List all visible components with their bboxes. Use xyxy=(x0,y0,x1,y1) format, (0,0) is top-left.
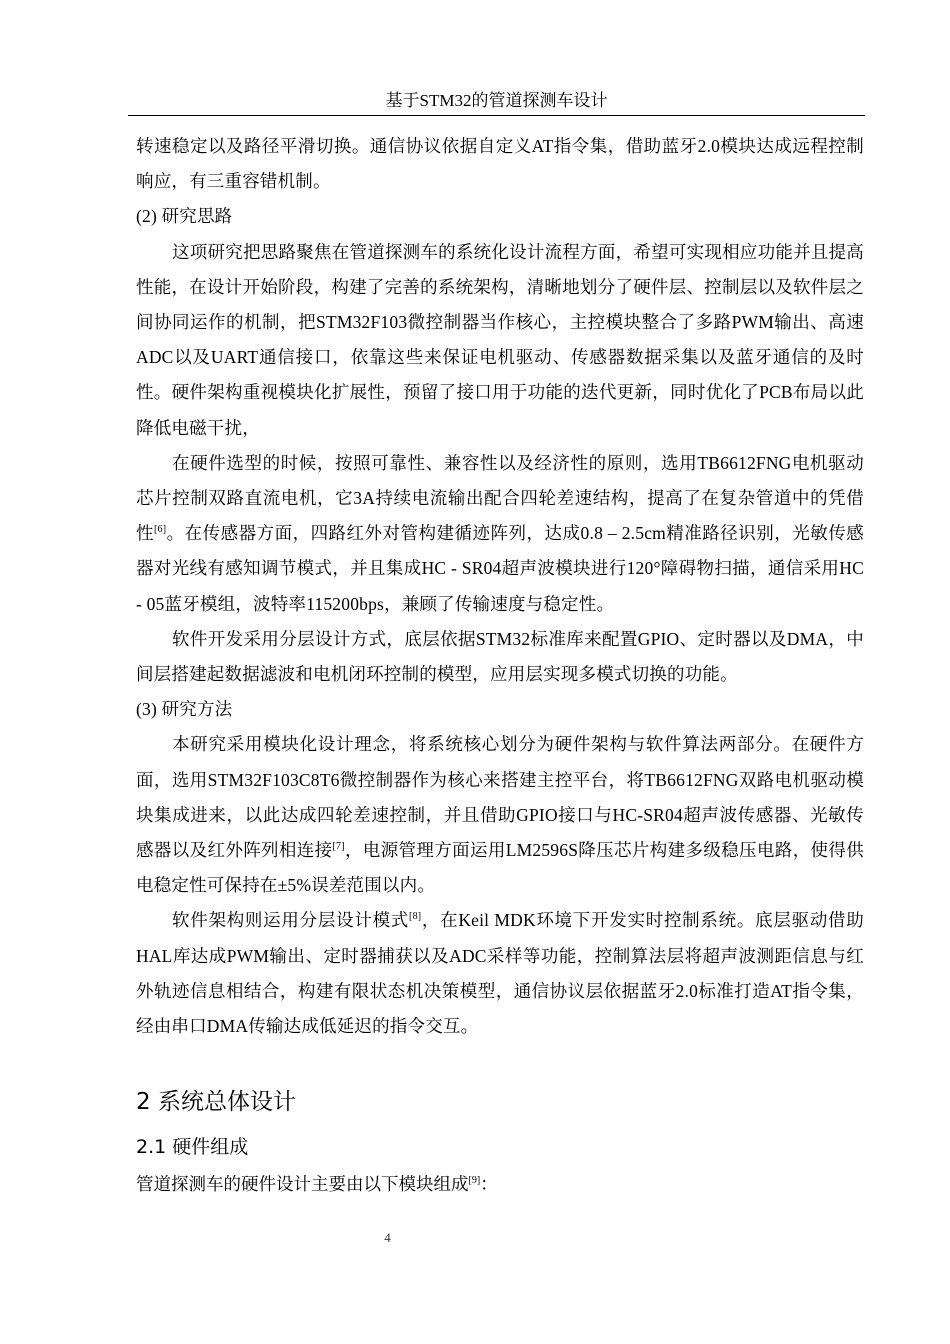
subsection-heading: 2.1 硬件组成 xyxy=(136,1136,249,1158)
text: ： xyxy=(480,1174,498,1194)
paragraph-continuation: 转速稳定以及路径平滑切换。通信协议依据自定义AT指令集，借助蓝牙2.0模块达成远程控制响应，有三重容错机制。 xyxy=(136,136,864,192)
citation-7: [7] xyxy=(332,841,345,853)
citation-8: [8] xyxy=(409,911,422,923)
paragraph-hardware-selection xyxy=(136,446,864,622)
citation-6: [6] xyxy=(154,524,167,536)
running-header: 基于STM32的管道探测车设计 xyxy=(128,88,865,116)
hardware-intro xyxy=(136,1170,498,1198)
paragraph-research-thinking: 这项研究把思路聚焦在管道探测车的系统化设计流程方面，希望可实现相应功能并且提高性能，在设计开始阶段，构建了完善的系统架构，清晰地划分了硬件层、控制层以及软件层之间协同运作的机制，把STM32F103微控制器当作核心，主控模块整合了多路PWM输出、高速ADC以及UART通信接口，依靠这些来保证电机驱动、传感器数据采集以及蓝牙通信的及时性。硬件架构重视模块化扩展性，预留了接口用于功能的迭代更新，同时优化了PCB布局以此降低电磁干扰， xyxy=(136,241,864,438)
body-text xyxy=(136,129,864,1044)
paragraph-software-dev: 软件开发采用分层设计方式，底层依据STM32标准库来配置GPIO、定时器以及DMA，中间层搭建起数据滤波和电机闭环控制的模型，应用层实现多模式切换的功能。 xyxy=(136,628,864,685)
text: 软件架构则运用分层设计模式 xyxy=(172,910,410,931)
text: 管道探测车的硬件设计主要由以下模块组成 xyxy=(136,1174,469,1194)
subheading-research-method: (3) 研究方法 xyxy=(136,699,233,720)
page-number: 4 xyxy=(384,1230,391,1245)
paragraph-software-architecture xyxy=(136,903,864,1044)
section-heading: 2 系统总体设计 xyxy=(136,1089,296,1115)
text: ，电源管理方面运用LM2596S降压芯片构建多级稳压电路，使得供电稳定性可保持在±5%误差范围以内。 xyxy=(136,840,864,896)
text: ，在Keil MDK环境下开发实时控制系统。底层驱动借助HAL库达成PWM输出、定时器捕获以及ADC采样等功能，控制算法层将超声波测距信息与红外轨迹信息相结合，构建有限状态机决策模型，通信协议层依据蓝牙2.0标准打造AT指令集，经由串口DMA传输达成低延迟的指令交互。 xyxy=(136,910,864,1037)
subheading-research-thinking: (2) 研究思路 xyxy=(136,206,233,227)
text: 在硬件选型的时候，按照可靠性、兼容性以及经济性的原则，选用TB6612FNG电机驱动芯片控制双路直流电机，它3A持续电流输出配合四轮差速结构，提高了在复杂管道中的凭借性 xyxy=(136,452,864,544)
citation-9: [9] xyxy=(468,1175,481,1186)
text: 本研究采用模块化设计理念，将系统核心划分为硬件架构与软件算法两部分。在硬件方面，选用STM32F103C8T6微控制器作为核心来搭建主控平台，将TB6612FNG双路电机驱动模块集成进来，以此达成四轮差速控制，并且借助GPIO接口与HC-SR04超声波传感器、光敏传感器以及红外阵列相连接 xyxy=(136,734,864,861)
paragraph-research-method xyxy=(136,727,864,903)
text: 。在传感器方面，四路红外对管构建循迹阵列，达成0.8 – 2.5cm精准路径识别，光敏传感器对光线有感知调节模式，并且集成HC - SR04超声波模块进行120°障碍物扫描，通信采用HC - 05蓝牙模组，波特率115200bps，兼顾了传输速度与稳定性。 xyxy=(136,523,864,614)
